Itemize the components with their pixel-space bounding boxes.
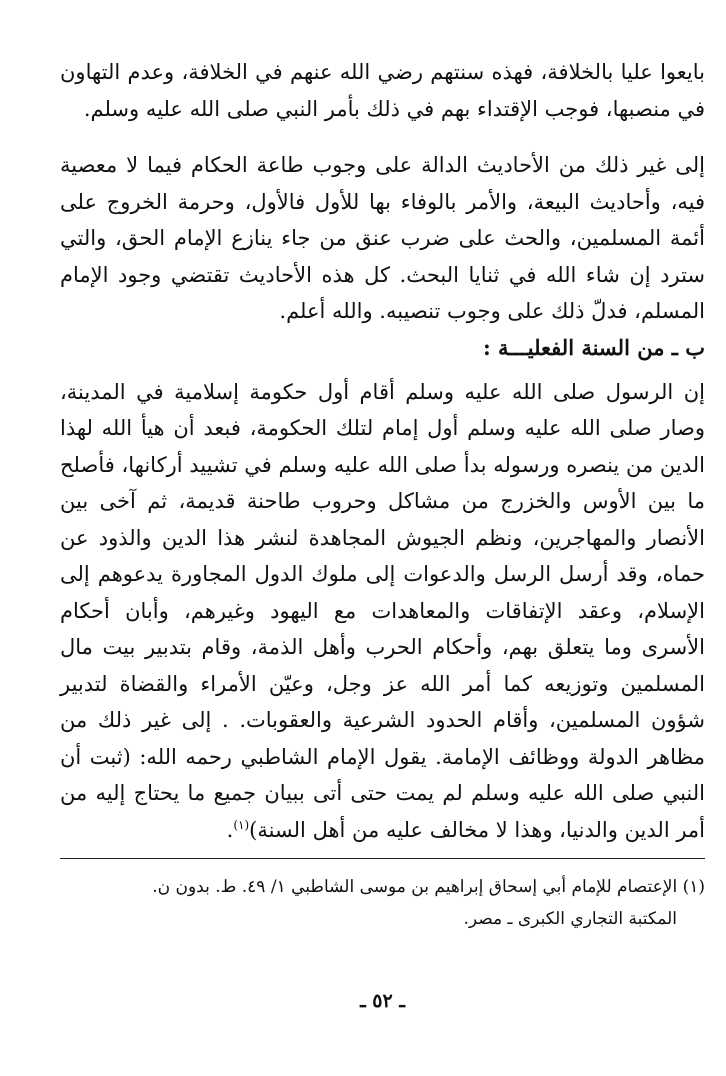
section-subheading: ب ـ من السنة الفعليـــة : bbox=[482, 334, 705, 360]
footnote-line-1: (١) الإعتصام للإمام أبي إسحاق إبراهيم بن موسى الشاطبي ١/ ٤٩. ط. بدون ن. bbox=[152, 877, 705, 897]
book-page bbox=[60, 50, 705, 1050]
footnote-divider bbox=[60, 858, 705, 859]
footnote-line-2: المكتبة التجاري الكبرى ـ مصر. bbox=[463, 909, 677, 929]
page-number: ـ ٥٢ ـ bbox=[360, 990, 405, 1012]
footnote-reference[interactable]: (١) bbox=[233, 817, 250, 832]
paragraph-ahadith: إلى غير ذلك من الأحاديث الدالة على وجوب طاعة الحكام فيما لا معصية فيه، وأحاديث البيعة، والأمر بالوفاء بها للأول فالأول، وحرمة الخروج على أئمة المسلمين، والحث على ضرب عنق من جاء ينازع الإمام الحق، والتي سترد إن شاء الله في ثنايا البحث. كل هذه الأحاديث تقتضي وجود الإمام المسلم، فدلّ ذلك على وجوب تنصيبه. والله أعلم. bbox=[60, 153, 705, 323]
paragraph-practical-sunnah-text: إن الرسول صلى الله عليه وسلم أقام أول حكومة إسلامية في المدينة، وصار صلى الله عليه وسلم أول إمام لتلك الحكومة، فبعد أن هيأ الله لهذا الدين من ينصره ورسوله بدأ صلى الله عليه وسلم في تشييد أركانها، فأصلح ما بين الأوس والخزرج من مشاكل وحروب طاحنة قديمة، ثم آخى بين الأنصار والمهاجرين، ونظم الجيوش المجاهدة لنشر هذا الدين والذود عن حماه، وقد أرسل الرسل والدعوات إلى ملوك الدول المجاورة يدعوهم إلى الإسلام، وعقد الإتفاقات والمعاهدات مع اليهود وغيرهم، وأبان أحكام الأسرى وما يتعلق بهم، وأحكام الحرب وأهل الذمة، وقام بتدبير بيت مال المسلمين وتوزيعه كما أمر الله عز وجل، وعيّن الأمراء والقضاة لتدبير شؤون المسلمين، وأقام الحدود الشرعية والعقوبات. . إلى غير ذلك من مظاهر الدولة ووظائف الإمامة. يقول الإمام الشاطبي رحمه الله: (ثبت أن النبي صلى الله عليه وسلم لم يمت حتى أتى ببيان جميع ما يحتاج إليه من أمر الدين والدنيا، وهذا لا مخالف عليه من أهل السنة) bbox=[60, 379, 705, 842]
paragraph-practical-sunnah: إن الرسول صلى الله عليه وسلم أقام أول حكومة إسلامية في المدينة، وصار صلى الله عليه وسلم أول إمام لتلك الحكومة، فبعد أن هيأ الله لهذا الدين من ينصره ورسوله بدأ صلى الله عليه وسلم في تشييد أركانها، فأصلح ما بين الأوس والخزرج من مشاكل وحروب طاحنة قديمة، ثم آخى بين الأنصار والمهاجرين، ونظم الجيوش المجاهدة لنشر هذا الدين والذود عن حماه، وقد أرسل الرسل والدعوات إلى ملوك الدول المجاورة يدعوهم إلى الإسلام، وعقد الإتفاقات والمعاهدات مع اليهود وغيرهم، وأبان أحكام الأسرى وما يتعلق بهم، وأحكام الحرب وأهل الذمة، وقام بتدبير بيت مال المسلمين وتوزيعه كما أمر الله عز وجل، وعيّن الأمراء والقضاة لتدبير شؤون المسلمين، وأقام الحدود الشرعية والعقوبات. . إلى غير ذلك من مظاهر الدولة ووظائف الإمامة. يقول الإمام الشاطبي رحمه الله: (ثبت أن النبي صلى الله عليه وسلم لم يمت حتى أتى ببيان جميع ما يحتاج إليه من أمر الدين والدنيا، وهذا لا مخالف عليه من أهل السنة)$^{(١)}$. bbox=[60, 379, 705, 842]
paragraph-khilafa: بايعوا عليا بالخلافة، فهذه سنتهم رضي الله عنهم في الخلافة، وعدم التهاون في منصبها، فوجب الإقتداء بهم في ذلك بأمر النبي صلى الله عليه وسلم. bbox=[60, 60, 705, 121]
footnote bbox=[60, 871, 705, 935]
